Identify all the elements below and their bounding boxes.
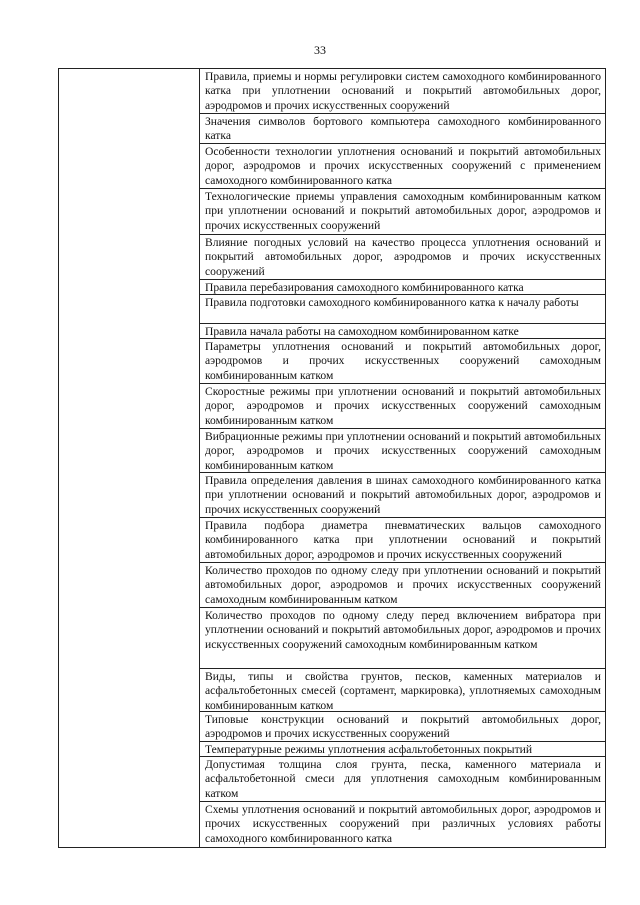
table-row: Правила, приемы и нормы регулировки систем самоходного комбинированного катка при уплотнении оснований и покрытий автомобильных дорог, аэродромов и прочих искусственных сооружений xyxy=(200,69,605,114)
table-row: Количество проходов по одному следу при уплотнении оснований и покрытий автомобильных дорог, аэродромов и прочих искусственных сооружений самоходным комбинированным катком xyxy=(200,563,605,608)
table-row: Допустимая толщина слоя грунта, песка, каменного материала и асфальтобетонной смеси для уплотнения самоходным комбинированным катком xyxy=(200,757,605,802)
table-row: Правила перебазирования самоходного комбинированного катка xyxy=(200,280,605,295)
page-number: 33 xyxy=(314,43,326,57)
knowledge-list-column xyxy=(200,69,605,847)
table-row: Технологические приемы управления самоходным комбинированным катком при уплотнении оснований и покрытий автомобильных дорог, аэродромов и прочих искусственных сооружений xyxy=(200,189,605,235)
table-row: Значения символов бортового компьютера самоходного комбинированного катка xyxy=(200,114,605,144)
table-row: Правила подбора диаметра пневматических вальцов самоходного комбинированного катка при уплотнении оснований и покрытий автомобильных дорог, аэродромов и прочих искусственных сооружений xyxy=(200,518,605,563)
table-row: Параметры уплотнения оснований и покрытий автомобильных дорог, аэродромов и прочих искусственных сооружений самоходным комбинированным катком xyxy=(200,339,605,384)
table-row: Вибрационные режимы при уплотнении оснований и покрытий автомобильных дорог, аэродромов и прочих искусственных сооружений самоходным комбинированным катком xyxy=(200,429,605,473)
table-row: Скоростные режимы при уплотнении оснований и покрытий автомобильных дорог, аэродромов и прочих искусственных сооружений самоходным комбинированным катком xyxy=(200,384,605,429)
table-row: Правила подготовки самоходного комбинированного катка к началу работы xyxy=(200,295,605,324)
table-row: Схемы уплотнения оснований и покрытий автомобильных дорог, аэродромов и прочих искусственных сооружений при различных условиях работы самоходного комбинированного катка xyxy=(205,803,601,845)
requirements-table xyxy=(58,68,606,848)
table-row: Количество проходов по одному следу перед включением вибратора при уплотнении оснований и покрытий автомобильных дорог, аэродромов и прочих искусственных сооружений самоходным комбинированным катком xyxy=(200,608,605,669)
table-row: Температурные режимы уплотнения асфальтобетонных покрытий xyxy=(200,742,605,757)
table-row: Влияние погодных условий на качество процесса уплотнения оснований и покрытий автомобильных дорог, аэродромов и прочих искусственных сооружений xyxy=(200,235,605,280)
table-row: Виды, типы и свойства грунтов, песков, каменных материалов и асфальтобетонных смесей (сортамент, маркировка), уплотняемых самоходным комбинированным катком xyxy=(200,669,605,712)
table-row: Особенности технологии уплотнения оснований и покрытий автомобильных дорог, аэродромов и прочих искусственных сооружений с применением самоходного комбинированного катка xyxy=(200,144,605,189)
table-row: Правила начала работы на самоходном комбинированном катке xyxy=(200,324,605,339)
left-column-empty-cell xyxy=(59,69,200,847)
table-row: Правила определения давления в шинах самоходного комбинированного катка при уплотнении оснований и покрытий автомобильных дорог, аэродромов и прочих искусственных сооружений xyxy=(200,473,605,518)
table-row: Типовые конструкции оснований и покрытий автомобильных дорог, аэродромов и прочих искусственных сооружений xyxy=(200,712,605,742)
